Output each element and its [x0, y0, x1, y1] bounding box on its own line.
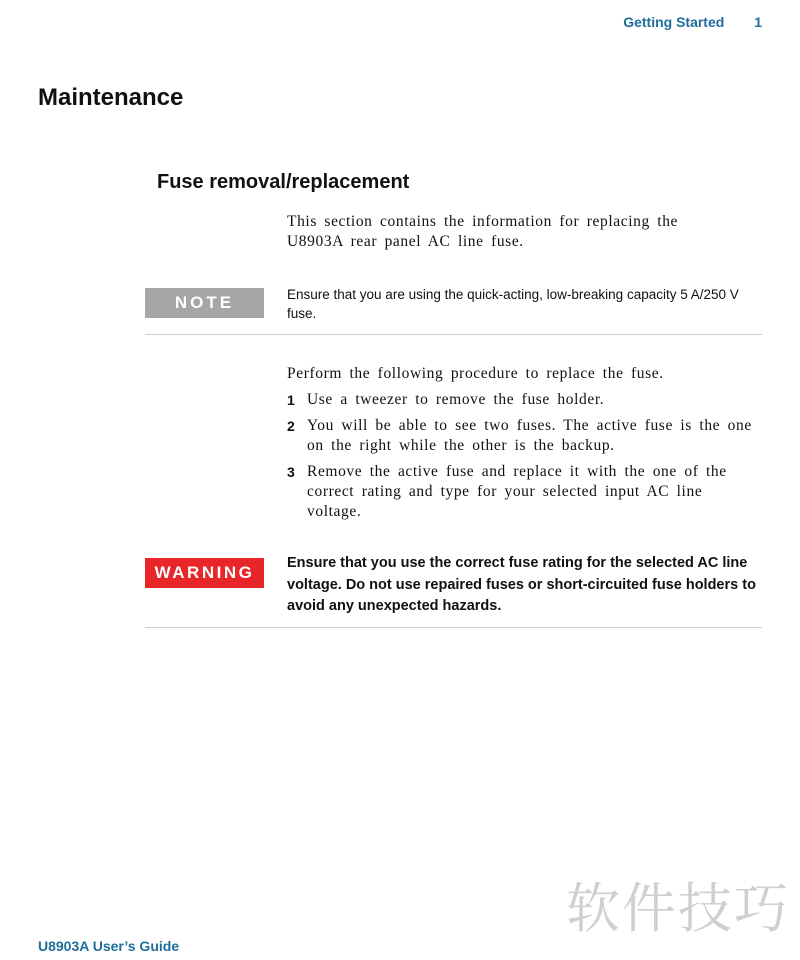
step-text: Remove the active fuse and replace it with the one of the correct rating and type for your selected input AC line voltage. [307, 463, 727, 520]
chapter-number: 1 [754, 14, 762, 30]
watermark-text: 软件技巧 [566, 877, 790, 940]
subsection-title: Fuse removal/replacement [157, 171, 410, 193]
divider-warning [145, 627, 762, 628]
procedure-step [287, 462, 757, 522]
running-header [623, 14, 762, 30]
warning-text: Ensure that you use the correct fuse rating for the selected AC line voltage. Do not use repaired fuses or short-circuited fuse holders to avoid any unexpected hazards. [287, 555, 756, 614]
procedure-step [287, 390, 757, 410]
divider-note [145, 334, 762, 335]
procedure-steps [287, 390, 757, 528]
section-title: Maintenance [38, 84, 184, 111]
intro-paragraph: This section contains the information for replacing the U8903A rear panel AC line fuse. [287, 213, 679, 250]
step-text: Use a tweezer to remove the fuse holder. [307, 391, 605, 408]
procedure-step [287, 416, 757, 456]
warning-label: WARNING [145, 558, 264, 588]
step-number: 2 [287, 418, 295, 434]
note-text: Ensure that you are using the quick-acting, low-breaking capacity 5 A/250 V fuse. [287, 287, 739, 321]
note-label: NOTE [145, 288, 264, 318]
step-text: You will be able to see two fuses. The active fuse is the one on the right while the other is the backup. [307, 417, 752, 454]
step-number: 3 [287, 464, 295, 480]
step-number: 1 [287, 392, 295, 408]
chapter-title: Getting Started [623, 14, 725, 30]
procedure-intro: Perform the following procedure to replace the fuse. [287, 365, 664, 382]
footer-guide-title: U8903A User’s Guide [38, 938, 180, 954]
